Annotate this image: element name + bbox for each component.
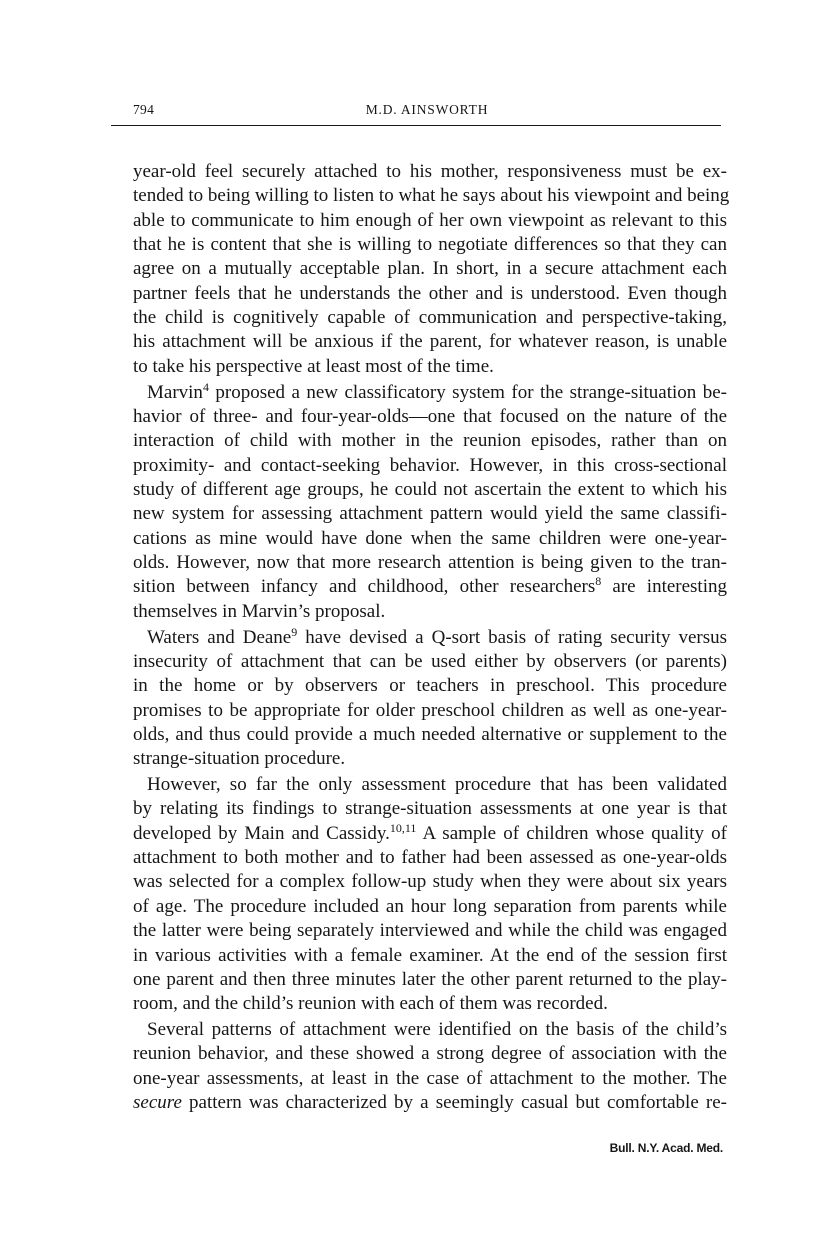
body-text: [133, 160, 730, 1115]
line-segment: by relating its findings to strange-situation assessments at one year is that: [133, 798, 727, 820]
journal-footer: Bull. N.Y. Acad. Med.: [609, 1141, 723, 1155]
line-segment: interaction of child with mother in the reunion episodes, rather than on: [133, 430, 727, 452]
text-line: [133, 699, 727, 723]
line-segment: reunion behavior, and these showed a strong degree of association with the: [133, 1043, 727, 1065]
text-line: [133, 1091, 727, 1115]
line-segment: attachment to both mother and to father had been assessed as one-year-olds: [133, 847, 727, 869]
line-segment: A sample of children whose quality of: [416, 822, 727, 844]
line-segment: to take his perspective at least most of the time.: [133, 355, 494, 377]
line-segment: olds, and thus could provide a much needed alternative or supplement to the: [133, 723, 727, 745]
line-segment: room, and the child’s reunion with each of them was recorded.: [133, 993, 608, 1015]
reference-superscript: 8: [595, 574, 602, 589]
page-number: 794: [133, 102, 155, 117]
line-segment: strange-situation procedure.: [133, 748, 346, 770]
text-line: [133, 478, 727, 502]
text-line: [133, 895, 727, 919]
text-line: [133, 1042, 727, 1066]
text-line: [133, 870, 727, 894]
line-segment: insecurity of attachment that can be used either by observers (or parents): [133, 650, 727, 672]
line-segment: promises to be appropriate for older preschool children as well as one-year-: [133, 699, 727, 721]
line-segment: year-old feel securely attached to his mother, responsiveness must be ex-: [133, 161, 727, 182]
reference-superscript: 4: [202, 379, 209, 394]
text-line: [133, 160, 727, 184]
line-segment: proximity- and contact-seeking behavior. However, in this cross-sectional: [133, 454, 727, 476]
line-segment: that he is content that she is willing to negotiate differences so that they can: [133, 234, 727, 256]
text-line: [133, 257, 727, 281]
line-segment: havior of three- and four-year-olds—one that focused on the nature of the: [133, 405, 727, 427]
line-segment: tended to being willing to listen to what he says about his viewpoint and being: [133, 185, 730, 207]
line-segment: partner feels that he understands the other and is understood. Even though: [133, 282, 727, 304]
line-segment: have devised a Q-sort basis of rating security versus: [297, 626, 728, 648]
text-line: [133, 674, 727, 698]
italic-text: secure: [133, 1092, 182, 1114]
line-segment: new system for assessing attachment pattern would yield the same classifi-: [133, 503, 727, 525]
line-segment: study of different age groups, he could not ascertain the extent to which his: [133, 478, 727, 500]
text-line: [133, 330, 727, 354]
text-line: [133, 575, 727, 599]
text-line: [133, 454, 727, 478]
line-segment: the latter were being separately interviewed and while the child was engaged: [133, 920, 727, 942]
text-line: [133, 919, 727, 943]
text-line: [133, 306, 727, 330]
line-segment: one-year assessments, at least in the case of attachment to the mother. The: [133, 1067, 727, 1089]
text-line: [133, 723, 727, 747]
text-line: [133, 992, 727, 1016]
reference-superscript: 10,11: [389, 820, 417, 835]
text-line: [133, 1067, 727, 1091]
text-line: [133, 381, 727, 405]
line-segment: themselves in Marvin’s proposal.: [133, 600, 386, 622]
text-line: [133, 773, 727, 797]
line-segment: proposed a new classificatory system for the strange-situation be-: [208, 381, 727, 403]
line-segment: are interesting: [601, 576, 727, 598]
text-line: [133, 944, 727, 968]
text-line: [133, 551, 727, 575]
text-line: [133, 282, 727, 306]
line-segment: olds. However, now that more research attention is being given to the tran-: [133, 552, 727, 573]
text-line: [133, 355, 727, 379]
text-line: [133, 650, 727, 674]
text-line: [133, 968, 727, 992]
line-segment: of age. The procedure included an hour long separation from parents while: [133, 895, 727, 917]
text-line: [133, 747, 727, 771]
text-line: [133, 209, 727, 233]
line-segment: was selected for a complex follow-up study when they were about six years: [133, 871, 727, 893]
line-segment: able to communicate to him enough of her own viewpoint as relevant to this: [133, 209, 727, 231]
header-rule: [111, 125, 721, 126]
line-segment: the child is cognitively capable of communication and perspective-taking,: [133, 307, 727, 329]
line-segment: Several patterns of attachment were identified on the basis of the child’s: [147, 1019, 727, 1041]
text-line: [133, 600, 727, 624]
text-line: [133, 429, 727, 453]
text-line: [133, 184, 730, 208]
line-segment: his attachment will be anxious if the parent, for whatever reason, is unable: [133, 331, 727, 353]
text-line: [133, 822, 727, 846]
text-line: [133, 626, 727, 650]
reference-superscript: 9: [291, 624, 298, 639]
text-line: [133, 502, 727, 526]
text-line: [133, 797, 727, 821]
line-segment: sition between infancy and childhood, other researchers: [133, 576, 596, 598]
running-head: [133, 102, 721, 124]
line-segment: one parent and then three minutes later the other parent returned to the play-: [133, 968, 727, 990]
line-segment: in the home or by observers or teachers in preschool. This procedure: [133, 675, 727, 697]
text-line: [133, 527, 727, 551]
line-segment: Marvin: [147, 381, 203, 403]
text-line: [133, 1018, 727, 1042]
line-segment: developed by Main and Cassidy.: [133, 822, 390, 844]
line-segment: However, so far the only assessment procedure that has been validated: [147, 774, 727, 796]
line-segment: Waters and Deane: [147, 626, 292, 648]
line-segment: agree on a mutually acceptable plan. In short, in a secure attachment each: [133, 258, 727, 280]
text-line: [133, 405, 727, 429]
line-segment: pattern was characterized by a seemingly casual but comfortable re-: [181, 1092, 727, 1114]
running-head-author: M.D. AINSWORTH: [365, 102, 489, 117]
line-segment: in various activities with a female examiner. At the end of the session first: [133, 944, 727, 966]
line-segment: cations as mine would have done when the same children were one-year-: [133, 527, 727, 549]
text-line: [133, 846, 727, 870]
text-line: [133, 233, 727, 257]
